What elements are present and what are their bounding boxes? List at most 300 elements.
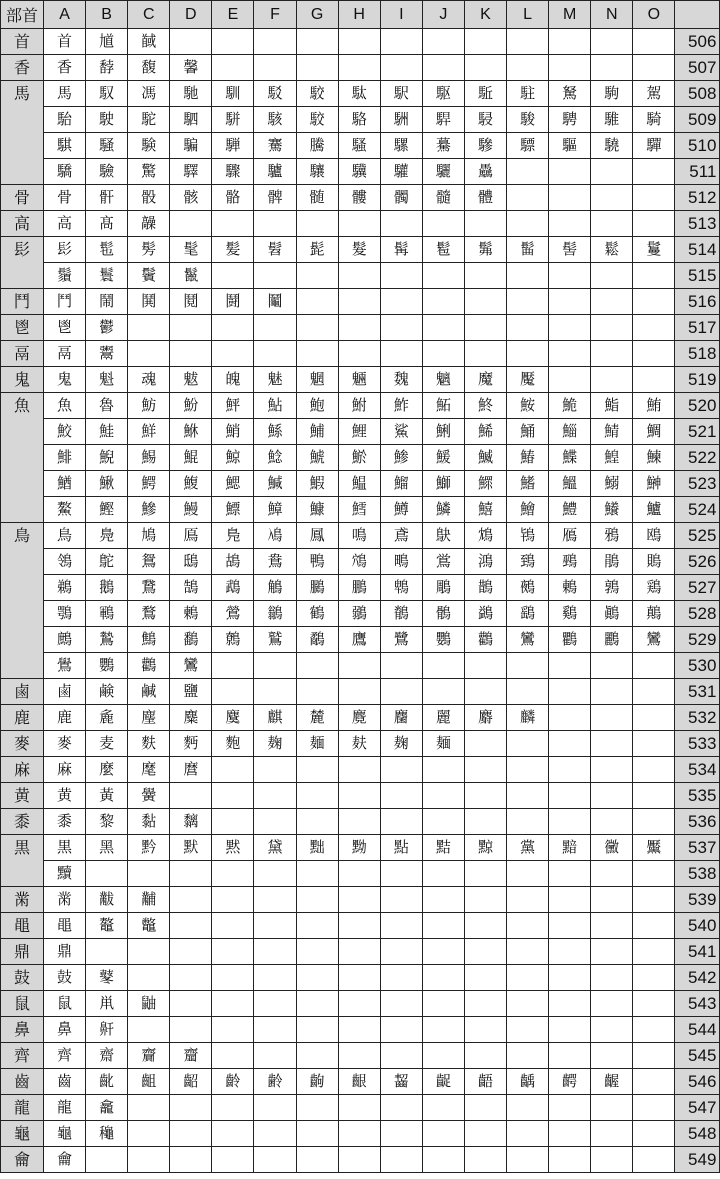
character-cell	[464, 55, 506, 81]
character-cell	[86, 1147, 128, 1173]
character-cell	[549, 185, 591, 211]
character-cell: 鸛	[464, 627, 506, 653]
character-cell	[507, 939, 549, 965]
character-cell: 鹸	[86, 679, 128, 705]
character-cell: 鷺	[380, 627, 422, 653]
character-cell: 鯀	[254, 419, 296, 445]
character-cell	[170, 939, 212, 965]
character-cell: 驒	[633, 133, 675, 159]
character-cell	[591, 679, 633, 705]
character-cell: 魃	[170, 367, 212, 393]
character-cell: 麓	[296, 705, 338, 731]
character-cell: 駄	[338, 81, 380, 107]
character-cell: 鸚	[422, 627, 464, 653]
character-cell: 鯢	[86, 445, 128, 471]
character-cell: 鰻	[170, 497, 212, 523]
character-cell	[338, 55, 380, 81]
character-cell: 黃	[86, 783, 128, 809]
character-cell	[254, 653, 296, 679]
character-cell	[422, 315, 464, 341]
character-cell: 魂	[128, 367, 170, 393]
character-cell: 鼎	[44, 939, 86, 965]
character-cell: 鰌	[44, 471, 86, 497]
character-cell	[212, 211, 254, 237]
character-cell: 馘	[128, 29, 170, 55]
character-cell	[86, 939, 128, 965]
character-cell	[633, 939, 675, 965]
character-cell	[254, 809, 296, 835]
character-cell: 髞	[128, 211, 170, 237]
character-cell	[212, 809, 254, 835]
character-cell: 黛	[254, 835, 296, 861]
character-cell	[128, 965, 170, 991]
character-cell: 鵐	[549, 549, 591, 575]
character-cell: 驟	[212, 159, 254, 185]
character-cell	[338, 315, 380, 341]
character-cell	[296, 29, 338, 55]
character-cell: 髭	[296, 237, 338, 263]
character-cell	[633, 1043, 675, 1069]
character-cell: 魍	[296, 367, 338, 393]
character-cell: 麩	[128, 731, 170, 757]
row-code: 529	[675, 627, 720, 653]
character-cell	[296, 939, 338, 965]
character-cell	[380, 1121, 422, 1147]
character-cell	[549, 705, 591, 731]
character-cell	[170, 341, 212, 367]
character-cell	[633, 315, 675, 341]
character-cell: 黑	[86, 835, 128, 861]
character-cell: 鰺	[128, 497, 170, 523]
character-cell: 麕	[380, 705, 422, 731]
character-cell	[507, 211, 549, 237]
character-cell	[549, 1095, 591, 1121]
character-cell	[507, 289, 549, 315]
character-cell: 驪	[422, 159, 464, 185]
character-cell: 鰾	[212, 497, 254, 523]
radical-cell: 鼻	[1, 1017, 44, 1043]
character-cell: 骨	[44, 185, 86, 211]
character-cell	[633, 289, 675, 315]
character-cell	[549, 991, 591, 1017]
character-cell	[464, 211, 506, 237]
row-code: 544	[675, 1017, 720, 1043]
character-cell	[633, 1017, 675, 1043]
character-cell	[170, 211, 212, 237]
character-cell	[464, 341, 506, 367]
character-cell: 鶴	[296, 601, 338, 627]
character-cell: 魎	[338, 367, 380, 393]
character-cell	[422, 263, 464, 289]
character-cell: 骼	[212, 185, 254, 211]
character-cell: 鯒	[507, 419, 549, 445]
character-cell: 鯉	[338, 419, 380, 445]
character-cell	[507, 263, 549, 289]
character-cell	[507, 653, 549, 679]
character-cell	[464, 653, 506, 679]
character-cell	[380, 1043, 422, 1069]
character-cell	[549, 731, 591, 757]
character-cell: 騰	[296, 133, 338, 159]
character-cell: 髑	[380, 185, 422, 211]
character-cell: 鸞	[170, 653, 212, 679]
character-cell: 鮃	[212, 393, 254, 419]
character-cell: 首	[44, 29, 86, 55]
table-row	[1, 393, 720, 419]
table-row	[1, 263, 720, 289]
character-cell: 魑	[422, 367, 464, 393]
table-row	[1, 1147, 720, 1173]
character-cell: 鼓	[44, 965, 86, 991]
character-cell	[380, 809, 422, 835]
character-cell	[212, 861, 254, 887]
row-code: 543	[675, 991, 720, 1017]
character-cell: 駟	[170, 107, 212, 133]
character-cell: 髦	[170, 237, 212, 263]
character-cell: 鱆	[254, 497, 296, 523]
character-cell	[338, 211, 380, 237]
character-cell: 齏	[170, 1043, 212, 1069]
character-cell	[212, 1121, 254, 1147]
table-row	[1, 939, 720, 965]
character-cell	[507, 913, 549, 939]
character-cell: 黔	[128, 835, 170, 861]
character-cell: 驥	[338, 159, 380, 185]
character-cell: 鰛	[338, 471, 380, 497]
character-cell	[591, 1095, 633, 1121]
column-header: I	[380, 1, 422, 29]
character-cell: 鬆	[591, 237, 633, 263]
character-cell	[422, 29, 464, 55]
character-cell: 驅	[549, 133, 591, 159]
character-cell: 鳥	[44, 523, 86, 549]
row-code: 516	[675, 289, 720, 315]
character-cell: 鸞	[633, 627, 675, 653]
character-cell	[633, 1121, 675, 1147]
character-cell: 鯣	[128, 445, 170, 471]
row-code: 528	[675, 601, 720, 627]
character-cell: 鵞	[128, 575, 170, 601]
character-cell	[422, 809, 464, 835]
character-cell	[338, 965, 380, 991]
character-cell: 鮖	[422, 393, 464, 419]
character-cell	[422, 1095, 464, 1121]
character-cell: 鷁	[464, 601, 506, 627]
column-header: K	[464, 1, 506, 29]
row-code: 521	[675, 419, 720, 445]
character-cell: 麒	[254, 705, 296, 731]
character-cell: 鰹	[86, 497, 128, 523]
character-cell: 鹽	[170, 679, 212, 705]
character-cell	[338, 29, 380, 55]
character-cell: 鯆	[296, 419, 338, 445]
character-cell	[507, 809, 549, 835]
character-cell: 鮟	[507, 393, 549, 419]
character-cell: 麥	[44, 731, 86, 757]
character-cell: 鯑	[464, 419, 506, 445]
character-cell	[170, 887, 212, 913]
radical-cell: 鼠	[1, 991, 44, 1017]
character-cell	[507, 315, 549, 341]
character-cell: 鮹	[212, 419, 254, 445]
character-cell	[254, 341, 296, 367]
character-cell	[464, 939, 506, 965]
radical-cell: 高	[1, 211, 44, 237]
character-cell: 鴦	[254, 549, 296, 575]
character-cell: 鴇	[507, 523, 549, 549]
character-cell: 鷽	[44, 653, 86, 679]
character-cell: 鶯	[212, 601, 254, 627]
character-cell	[170, 861, 212, 887]
character-cell: 鼻	[44, 1017, 86, 1043]
character-cell	[422, 1147, 464, 1173]
character-cell: 騾	[380, 133, 422, 159]
character-cell: 鰒	[170, 471, 212, 497]
character-cell	[380, 263, 422, 289]
character-cell	[380, 913, 422, 939]
character-cell: 鴪	[338, 549, 380, 575]
character-cell: 鴛	[128, 549, 170, 575]
character-cell	[254, 757, 296, 783]
character-cell: 鱇	[296, 497, 338, 523]
character-cell: 驗	[86, 159, 128, 185]
character-cell: 齲	[507, 1069, 549, 1095]
table-row	[1, 81, 720, 107]
table-row	[1, 211, 720, 237]
character-cell: 馨	[170, 55, 212, 81]
character-cell: 鴎	[633, 523, 675, 549]
character-cell	[507, 731, 549, 757]
table-row	[1, 419, 720, 445]
character-cell: 麹	[380, 731, 422, 757]
character-cell: 鰲	[44, 497, 86, 523]
character-cell: 鬥	[44, 289, 86, 315]
character-cell	[212, 315, 254, 341]
character-cell: 鬢	[128, 263, 170, 289]
character-cell: 髱	[422, 237, 464, 263]
character-cell: 鰕	[296, 471, 338, 497]
character-cell: 鰡	[380, 471, 422, 497]
table-row	[1, 809, 720, 835]
character-cell: 鷙	[86, 627, 128, 653]
table-row	[1, 1069, 720, 1095]
column-header: A	[44, 1, 86, 29]
character-cell	[591, 887, 633, 913]
table-row	[1, 757, 720, 783]
row-code: 534	[675, 757, 720, 783]
character-cell	[254, 1043, 296, 1069]
character-cell	[633, 809, 675, 835]
character-cell	[254, 29, 296, 55]
character-cell: 鴫	[380, 549, 422, 575]
character-cell: 髏	[338, 185, 380, 211]
character-cell	[296, 1043, 338, 1069]
radical-cell: 鼓	[1, 965, 44, 991]
character-cell: 驚	[128, 159, 170, 185]
character-cell	[549, 159, 591, 185]
character-cell	[591, 263, 633, 289]
character-cell: 體	[464, 185, 506, 211]
character-cell	[338, 263, 380, 289]
character-cell	[380, 29, 422, 55]
row-code: 518	[675, 341, 720, 367]
character-cell	[633, 1069, 675, 1095]
character-cell: 駮	[296, 107, 338, 133]
character-cell	[338, 679, 380, 705]
character-cell: 鯡	[44, 445, 86, 471]
character-cell	[254, 679, 296, 705]
character-cell: 髣	[128, 237, 170, 263]
row-code: 527	[675, 575, 720, 601]
character-cell	[170, 1121, 212, 1147]
character-cell: 鯏	[422, 419, 464, 445]
character-cell: 鱈	[338, 497, 380, 523]
character-cell	[549, 1043, 591, 1069]
character-cell: 骭	[86, 185, 128, 211]
character-cell: 馥	[128, 55, 170, 81]
character-cell: 鷂	[507, 601, 549, 627]
character-cell: 鬼	[44, 367, 86, 393]
character-cell: 鯲	[338, 445, 380, 471]
character-cell: 鹹	[128, 679, 170, 705]
row-code: 511	[675, 159, 720, 185]
table-row	[1, 913, 720, 939]
character-cell	[507, 1121, 549, 1147]
character-cell: 鯰	[254, 445, 296, 471]
character-cell	[464, 887, 506, 913]
row-code: 526	[675, 549, 720, 575]
character-cell	[591, 783, 633, 809]
character-cell	[591, 1017, 633, 1043]
character-cell: 髙	[86, 211, 128, 237]
character-cell	[464, 965, 506, 991]
character-cell: 驢	[254, 159, 296, 185]
character-cell	[380, 757, 422, 783]
radical-cell: 骨	[1, 185, 44, 211]
character-cell: 鵑	[591, 549, 633, 575]
character-cell: 驕	[44, 159, 86, 185]
character-cell: 驫	[464, 159, 506, 185]
character-cell	[549, 29, 591, 55]
character-cell: 齣	[296, 1069, 338, 1095]
character-cell: 鱒	[380, 497, 422, 523]
radical-cell: 鬲	[1, 341, 44, 367]
character-cell: 麝	[464, 705, 506, 731]
character-cell	[170, 965, 212, 991]
radical-cell: 龠	[1, 1147, 44, 1173]
character-cell	[338, 289, 380, 315]
column-header: L	[507, 1, 549, 29]
character-cell	[422, 965, 464, 991]
character-cell	[422, 1121, 464, 1147]
table-row	[1, 601, 720, 627]
radical-cell: 齒	[1, 1069, 44, 1095]
character-cell: 鷯	[212, 627, 254, 653]
character-cell: 鱸	[633, 497, 675, 523]
table-row	[1, 341, 720, 367]
character-cell: 駛	[86, 107, 128, 133]
character-cell: 黙	[212, 835, 254, 861]
character-cell: 鳩	[128, 523, 170, 549]
character-cell: 麭	[212, 731, 254, 757]
character-cell: 駭	[254, 107, 296, 133]
character-cell: 黏	[128, 809, 170, 835]
character-cell	[296, 55, 338, 81]
character-cell	[633, 185, 675, 211]
table-row	[1, 575, 720, 601]
character-cell: 鰍	[86, 471, 128, 497]
character-cell: 齠	[170, 1069, 212, 1095]
character-cell: 麻	[44, 757, 86, 783]
character-cell	[338, 1043, 380, 1069]
character-cell: 齊	[44, 1043, 86, 1069]
character-cell	[422, 289, 464, 315]
character-cell: 驂	[464, 133, 506, 159]
character-cell	[338, 939, 380, 965]
character-cell: 鯤	[170, 445, 212, 471]
character-cell: 鮫	[44, 419, 86, 445]
character-cell	[296, 1017, 338, 1043]
character-cell	[507, 1043, 549, 1069]
character-cell	[212, 783, 254, 809]
row-code: 508	[675, 81, 720, 107]
column-header: D	[170, 1, 212, 29]
character-cell: 麁	[86, 705, 128, 731]
character-cell: 鬧	[86, 289, 128, 315]
character-cell: 騏	[44, 133, 86, 159]
character-cell	[296, 991, 338, 1017]
character-cell: 鯔	[549, 419, 591, 445]
row-code: 546	[675, 1069, 720, 1095]
character-cell: 麾	[128, 757, 170, 783]
character-cell	[380, 1147, 422, 1173]
column-header: H	[338, 1, 380, 29]
character-cell: 麌	[212, 705, 254, 731]
character-cell	[170, 29, 212, 55]
character-cell: 黜	[296, 835, 338, 861]
character-cell	[254, 861, 296, 887]
character-cell: 鶇	[549, 575, 591, 601]
character-cell: 龕	[86, 1095, 128, 1121]
character-cell	[422, 783, 464, 809]
table-row	[1, 887, 720, 913]
character-cell	[633, 913, 675, 939]
character-cell	[464, 263, 506, 289]
row-code: 535	[675, 783, 720, 809]
character-cell	[422, 757, 464, 783]
character-cell	[507, 29, 549, 55]
character-cell	[633, 965, 675, 991]
character-cell: 鯵	[380, 445, 422, 471]
character-cell	[507, 55, 549, 81]
table-row	[1, 159, 720, 185]
character-cell	[507, 783, 549, 809]
character-cell: 鵙	[633, 549, 675, 575]
character-cell	[591, 367, 633, 393]
character-cell: 駆	[422, 81, 464, 107]
character-cell: 鼾	[86, 1017, 128, 1043]
radical-cell: 麥	[1, 731, 44, 757]
character-cell: 鼠	[44, 991, 86, 1017]
character-cell: 鰄	[464, 445, 506, 471]
radical-cell: 龜	[1, 1121, 44, 1147]
character-cell: 駕	[633, 81, 675, 107]
character-cell: 麺	[422, 731, 464, 757]
character-cell	[422, 1043, 464, 1069]
character-cell	[422, 55, 464, 81]
character-cell	[296, 809, 338, 835]
character-cell	[591, 861, 633, 887]
